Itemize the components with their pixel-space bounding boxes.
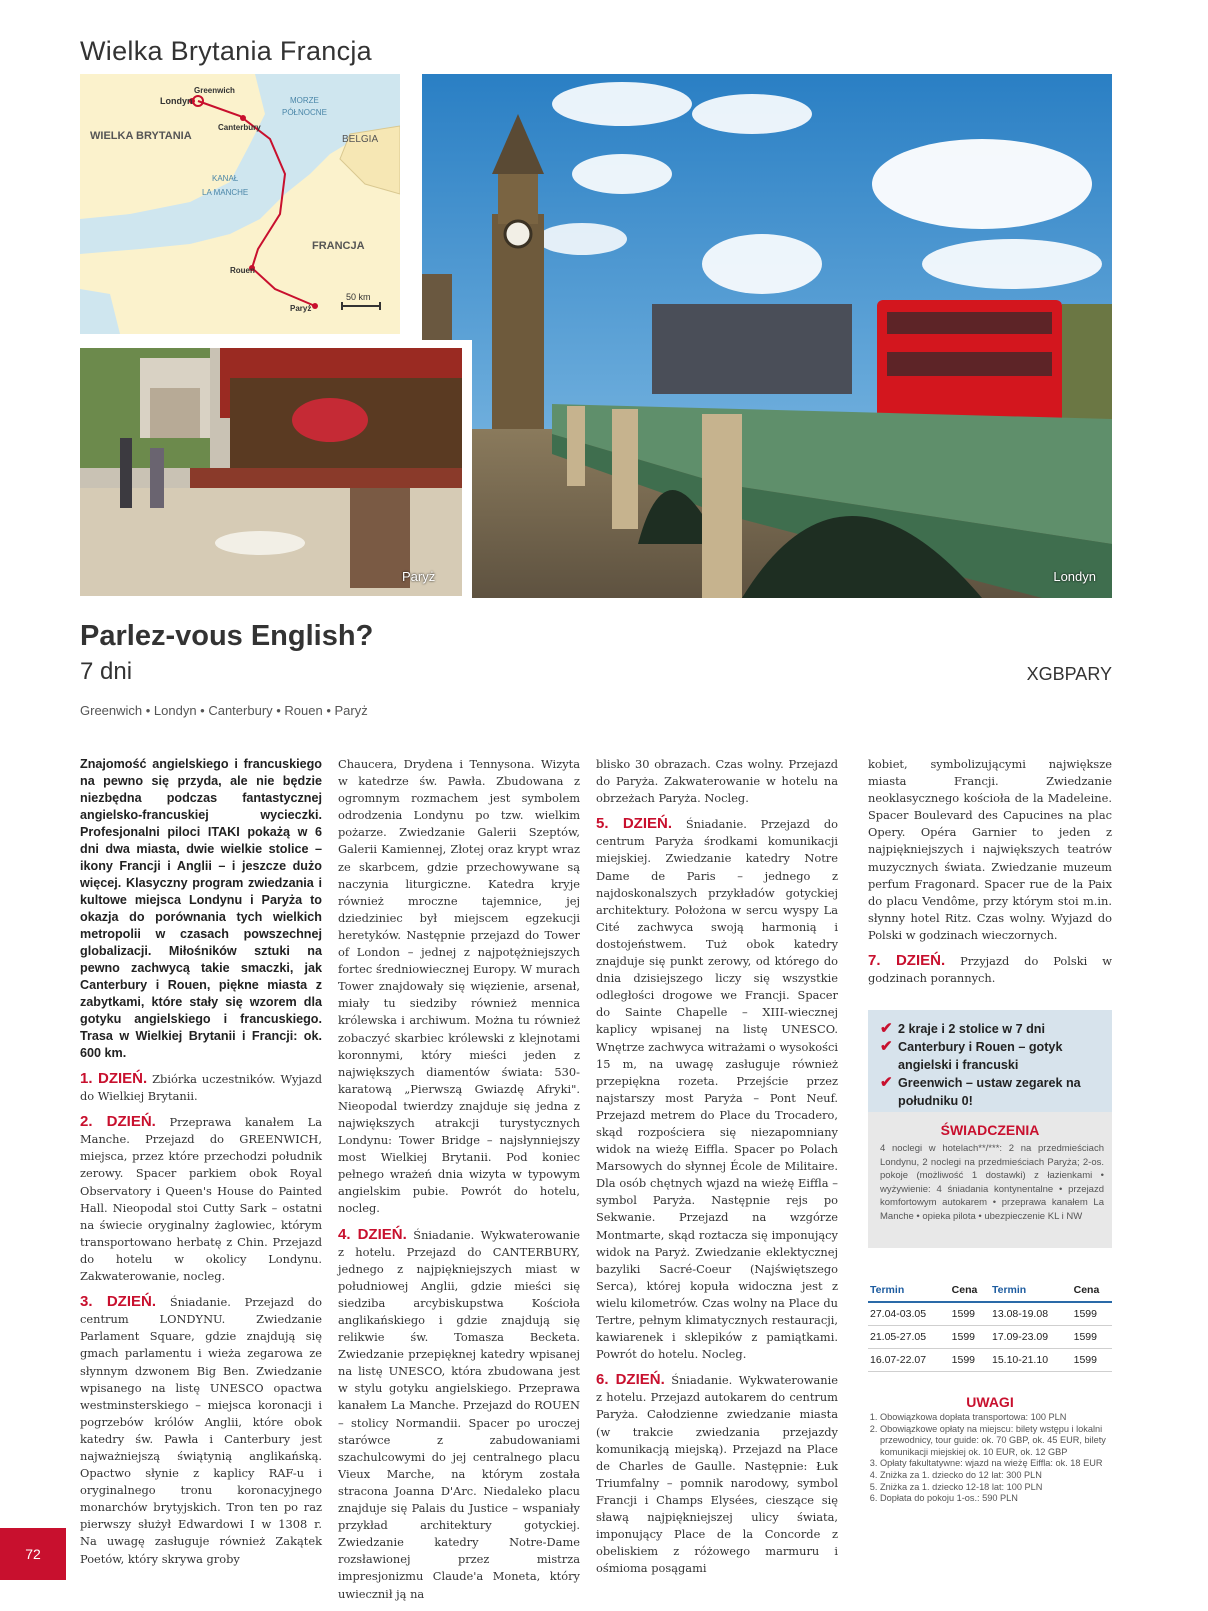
day-5-text: Śniadanie. Przejazd do centrum Paryża środkami komunikacji miejskiej. Zwiedzanie katedry Notre Dame de Paris – jednego z najdoskonalszych przykładów gotyckiej architektury. Położona w sercu wyspy La Cité zachwyca swoją harmonią i dostojeństwem. Tuż obok katedry znajduje się punkt zerowy, od którego do dnia dzisiejszego liczy się wszystkie odległości drogowe we Francji. Spacer do Sainte Chapelle – XIII-wiecznej kaplicy wpisanej na listę UNESCO. Wnętrze zachwyca witrażami o wysokości 15 m, na uwagę zasługuje również przepiękna rozeta. Przejście przez najstarszy most Paryża – Pont Neuf. Przejazd metrem do Place du Trocadero, skąd rozpościera się niezapomniany widok na wieżę Eiffla. Spacer po Polach Marsowych do słynnej École de Militaire. Dla osób chętnych wjazd na wieżę Eiffla – symbol Paryża. Następnie rejs po Sekwanie. Przejazd na wzgórze Montmarte, skąd roztacza się imponujący widok na Paryż. Zwiedzanie eklektycznej bazyliki Sacré-Coeur (Najświętszego Serca), której kopuła widoczna jest z wielu kilometrów. Czas wolny na Place du Tertre, pełnym klimatycznych restauracji, kawiarenek i sklepików z pamiątkami. Powrót do hotelu. Nocleg. <box>596 817 838 1362</box>
table-row <box>868 1302 1112 1326</box>
day-7-label: 7. DZIEŃ. <box>868 952 946 970</box>
map-label-polnocne: PÓŁNOCNE <box>282 108 327 117</box>
column-2 <box>338 756 580 1611</box>
paris-photo <box>80 348 462 596</box>
map-label-kanal: KANAŁ <box>212 174 239 183</box>
day-6-label: 6. DZIEŃ. <box>596 1371 665 1389</box>
day-2 <box>80 1113 322 1285</box>
highlight-item <box>880 1074 1106 1110</box>
day-1-text: Zbiórka uczestników. Wyjazd do Wielkiej Brytanii. <box>80 1072 322 1104</box>
term-cell: 13.08-19.08 <box>990 1302 1072 1326</box>
term-cell: 17.09-23.09 <box>990 1326 1072 1349</box>
map-label-canterbury: Canterbury <box>218 123 261 132</box>
day-1 <box>80 1070 322 1105</box>
column-header: Cena <box>1072 1280 1112 1302</box>
term-cell: 21.05-27.05 <box>868 1326 950 1349</box>
note-item: 1. Obowiązkowa dopłata transportowa: 100 PLN <box>880 1412 1112 1424</box>
column-1 <box>80 756 322 1576</box>
map-scale-label: 50 km <box>346 292 371 302</box>
day-5-label: 5. DZIEŃ. <box>596 815 673 833</box>
terms-table <box>868 1280 1112 1372</box>
highlight-text: Canterbury i Rouen – gotyk angielski i francuski <box>898 1040 1063 1072</box>
column-3 <box>596 756 838 1585</box>
map-label-morze: MORZE <box>290 96 319 105</box>
day-6-continued: kobiet, symbolizującymi największe miasta Francji. Zwiedzanie neoklasycznego kościoła de la Madeleine. Spacer Boulevard des Capucines na plac Opery. Opéra Garnier to jeden z najpiękniejszych i największych teatrów muzycznych świata. Zwiedzanie muzeum perfum Fragonard. Spacer rue de la Paix do placu Vendôme, przy którym stoi m.in. słynny hotel Ritz. Czas wolny. Wyjazd do Polski w godzinach wieczornych. <box>868 757 1112 942</box>
table-row <box>868 1349 1112 1372</box>
check-icon: ✔ <box>880 1074 893 1091</box>
day-7 <box>868 952 1112 987</box>
term-cell: 15.10-21.10 <box>990 1349 1072 1372</box>
check-icon: ✔ <box>880 1038 893 1055</box>
day-4-label: 4. DZIEŃ. <box>338 1225 407 1243</box>
price-cell: 1599 <box>1072 1349 1112 1372</box>
day-7-text: Przyjazd do Polski w godzinach porannych. <box>868 954 1112 986</box>
notes-title: UWAGI <box>966 1394 1014 1410</box>
london-photo-image <box>422 74 1112 598</box>
table-row <box>868 1326 1112 1349</box>
price-cell: 1599 <box>950 1302 990 1326</box>
map-label-rouen: Rouen <box>230 266 255 275</box>
column-header: Termin <box>990 1280 1072 1302</box>
highlights-list <box>868 1010 1112 1110</box>
price-cell: 1599 <box>1072 1326 1112 1349</box>
london-photo <box>422 74 1112 598</box>
day-3-label: 3. DZIEŃ. <box>80 1293 157 1311</box>
highlight-text: Greenwich – ustaw zegarek na południku 0! <box>898 1076 1081 1108</box>
map-label-wielka-brytania: WIELKA BRYTANIA <box>90 130 192 142</box>
benefits-panel <box>868 1112 1112 1248</box>
map-label-la-manche: LA MANCHE <box>202 188 249 197</box>
day-6 <box>596 1371 838 1577</box>
paris-photo-image <box>80 348 462 596</box>
price-cell: 1599 <box>950 1349 990 1372</box>
route-map <box>80 74 400 334</box>
price-cell: 1599 <box>1072 1302 1112 1326</box>
note-item: 4. Zniżka za 1. dziecko do 12 lat: 300 PLN <box>880 1470 1112 1482</box>
day-6-text: Śniadanie. Wykwaterowanie z hotelu. Przejazd autokarem do centrum Paryża. Całodzienne zwiedzanie miasta (w trakcie zwiedzania przejazdy komunikacją miejską). Przejazd na Place de Charles de Gaulle. Następnie: Łuk Triumfalny – pomnik narodowy, symbol Francji i Champs Elysées, cieszące się sławą najpiękniejszej ulicy świata, imponujący Place de la Concorde z obeliskiem z różowego marmuru i ośmioma posągami <box>596 1373 838 1576</box>
day-4-continued: blisko 30 obrazach. Czas wolny. Przejazd do Paryża. Zakwaterowanie w hotelu na obrzeżach Paryża. Nocleg. <box>596 757 838 806</box>
day-3 <box>80 1293 322 1568</box>
map-label-belgia: BELGIA <box>342 134 379 145</box>
price-cell: 1599 <box>950 1326 990 1349</box>
map-label-londyn: Londyn <box>160 96 193 106</box>
day-4-text: Śniadanie. Wykwaterowanie z hotelu. Przejazd do CANTERBURY, jednego z najpiękniejszych miast w południowej Anglii, gdzie mieści się siedziba arcybiskupstwa Kościoła anglikańskiego i gdzie znajdują się relikwie św. Tomasza Becketa. Zwiedzanie przepięknej katedry wpisanej na listę UNESCO, która zbudowana jest w stylu gotyku angielskiego. Przeprawa kanałem La Manche. Przejazd do ROUEN – stolicy Normandii. Spacer po uroczej starówce z zabudowaniami szachulcowymi do jej centralnego placu Vieux Marche, na którym została stracona Joanna D'Arc. Niedaleko placu znajduje się Palais du Justice – wspaniały przykład architektury gotyckiej. Zwiedzanie katedry Notre-Dame rozsławionej przez mistrza impresjonizmu Claude'a Moneta, który uwiecznił ją na <box>338 1227 580 1601</box>
check-icon: ✔ <box>880 1020 893 1037</box>
notes-list <box>868 1412 1112 1505</box>
map-label-greenwich: Greenwich <box>194 86 235 95</box>
day-3-text: Śniadanie. Przejazd do centrum LONDYNU. Zwiedzanie Parlament Square, gdzie znajdują się gmach parlamentu i wieża zegarowa ze słynnym dzwonem Big Ben. Zwiedzanie wpisanego na listę UNESCO opactwa westminsterskiego – miejsca koronacji i pogrzebów królów Anglii, które obok katedry św. Pawła i Canterbury jest najważniejszą świątynią anglikańską. Opactwo słynie z kaplicy RAF-u i oryginalnego tronu koronacyjnego monarchów brytyjskich. Tron ten po raz pierwszy służył Edwardowi I w 1308 r. Na uwagę zasługuje również Zakątek Poetów, który skrywa groby <box>80 1295 322 1566</box>
day-2-label: 2. DZIEŃ. <box>80 1113 156 1131</box>
highlight-item <box>880 1020 1106 1038</box>
region-title: Wielka Brytania Francja <box>80 36 372 66</box>
terms-header-row <box>868 1280 1112 1302</box>
note-item: 6. Dopłata do pokoju 1-os.: 590 PLN <box>880 1493 1112 1505</box>
map-label-francja: FRANCJA <box>312 240 365 252</box>
day-3-continued: Chaucera, Drydena i Tennysona. Wizyta w katedrze św. Pawła. Zbudowana z ogromnym rozmachem jest symbolem odrodzenia Londynu po tzw. wielkim pożarze. Zwiedzanie Galerii Szeptów, Galerii Kamiennej, Złotej oraz krypt wraz ze skarbcem, gdzie przechowywane są naczynia liturgiczne. Katedra kryje również mroczne tajemnice, jej dziedziniec był miejscem egzekucji heretyków. Następnie przejazd do Tower of London – jednej z najpotężniejszych fortec średniowiecznej Europy. W murach Tower znajdowały się więzienie, arsenał, miały tu siedziby również mennica królewska i archiwum. Można tu również zobaczyć skarbiec królewski z klejnotami koronnymi, który mieści jeden z największych diamentów świata: 530-karatową „Pierwszą Gwiazdę Afryki". Nieopodal twierdzy znajduje się jedna z największych atrakcji turystycznych Londynu: Tower Bridge – najsłynniejszy most Wielkiej Brytanii. Pod koniec pełnego wrażeń dnia wizyta w typowym angielskim pubie. Powrót do hotelu, nocleg. <box>338 757 580 1216</box>
paris-caption: Paryż <box>402 569 436 584</box>
page-number: 72 <box>0 1528 66 1580</box>
map-label-paryz: Paryż <box>290 304 312 313</box>
note-item: 2. Obowiązkowe opłaty na miejscu: bilety wstępu i lokalni przewodnicy, tour guide: ok. 70 GBP, ok. 45 EUR, bilety komunikacji miejskiej ok. 10 EUR, ok. 12 GBP <box>880 1424 1112 1459</box>
highlights-box <box>868 1010 1112 1248</box>
tour-code: XGBPARY <box>1026 664 1112 684</box>
note-item: 5. Zniżka za 1. dziecko 12-18 lat: 100 PLN <box>880 1482 1112 1494</box>
intro-text: Znajomość angielskiego i francuskiego na pewno się przyda, ale nie będzie niezbędna podczas fantastycznej angielsko-francuskiej wycieczki. Profesjonalni piloci ITAKI pokażą w 6 dni dwa miasta, dwie wielkie stolice – ikony Francji i Anglii – i jeszcze dużo więcej. Klasyczny program zwiedzania i kultowe miejsca Londynu i Paryża to okazja do porównania tych wielkich metropolii w czasach powszechnej globalizacji. Miłośników sztuki na pewno zachwycą takie smaczki, jak Canterbury i Rouen, piękne miasta z zabytkami, które stały się wzorem dla gotyku angielskiego i francuskiego. Trasa w Wielkiej Brytanii i Francji: ok. 600 km. <box>80 757 322 1060</box>
tour-duration: 7 dni <box>80 658 133 685</box>
tour-route: Greenwich • Londyn • Canterbury • Rouen • Paryż <box>80 703 368 718</box>
day-5 <box>596 815 838 1363</box>
column-4 <box>868 756 1112 995</box>
highlight-item <box>880 1038 1106 1074</box>
term-cell: 27.04-03.05 <box>868 1302 950 1326</box>
day-4 <box>338 1226 580 1603</box>
term-cell: 16.07-22.07 <box>868 1349 950 1372</box>
highlight-text: 2 kraje i 2 stolice w 7 dni <box>898 1022 1045 1036</box>
day-1-label: 1. DZIEŃ. <box>80 1070 148 1087</box>
day-2-text: Przeprawa kanałem La Manche. Przejazd do GREENWICH, miejsca, przez które przechodzi południk zerowy. Spacer parkiem obok Royal Observatory i Queen's House do Painted Hall. Nieopodal stoi Cutty Sark – ostatni na świecie oryginalny żaglowiec, którym transportowano herbatę z Chin. Przejazd do hotelu w okolicy Londynu. Zakwaterowanie, nocleg. <box>80 1115 322 1284</box>
column-header: Termin <box>868 1280 950 1302</box>
tour-title: Parlez-vous English? <box>80 620 374 652</box>
note-item: 3. Opłaty fakultatywne: wjazd na wieżę Eiffla: ok. 18 EUR <box>880 1458 1112 1470</box>
benefits-title: ŚWIADCZENIA <box>940 1122 1040 1138</box>
london-caption: Londyn <box>1053 569 1096 584</box>
benefits-text: 4 noclegi w hotelach**/***: 2 na przedmieściach Londynu, 2 noclegi na przedmieściach Paryża; 2-os. pokoje (możliwość 1 dostawki) z łazienkami • wyżywienie: 4 śniadania kontynentalne • przejazd komfortowym autokarem • przeprawa kanałem La Manche • opieka pilota • ubezpieczenie KL i NW <box>880 1143 1104 1222</box>
column-header: Cena <box>950 1280 990 1302</box>
